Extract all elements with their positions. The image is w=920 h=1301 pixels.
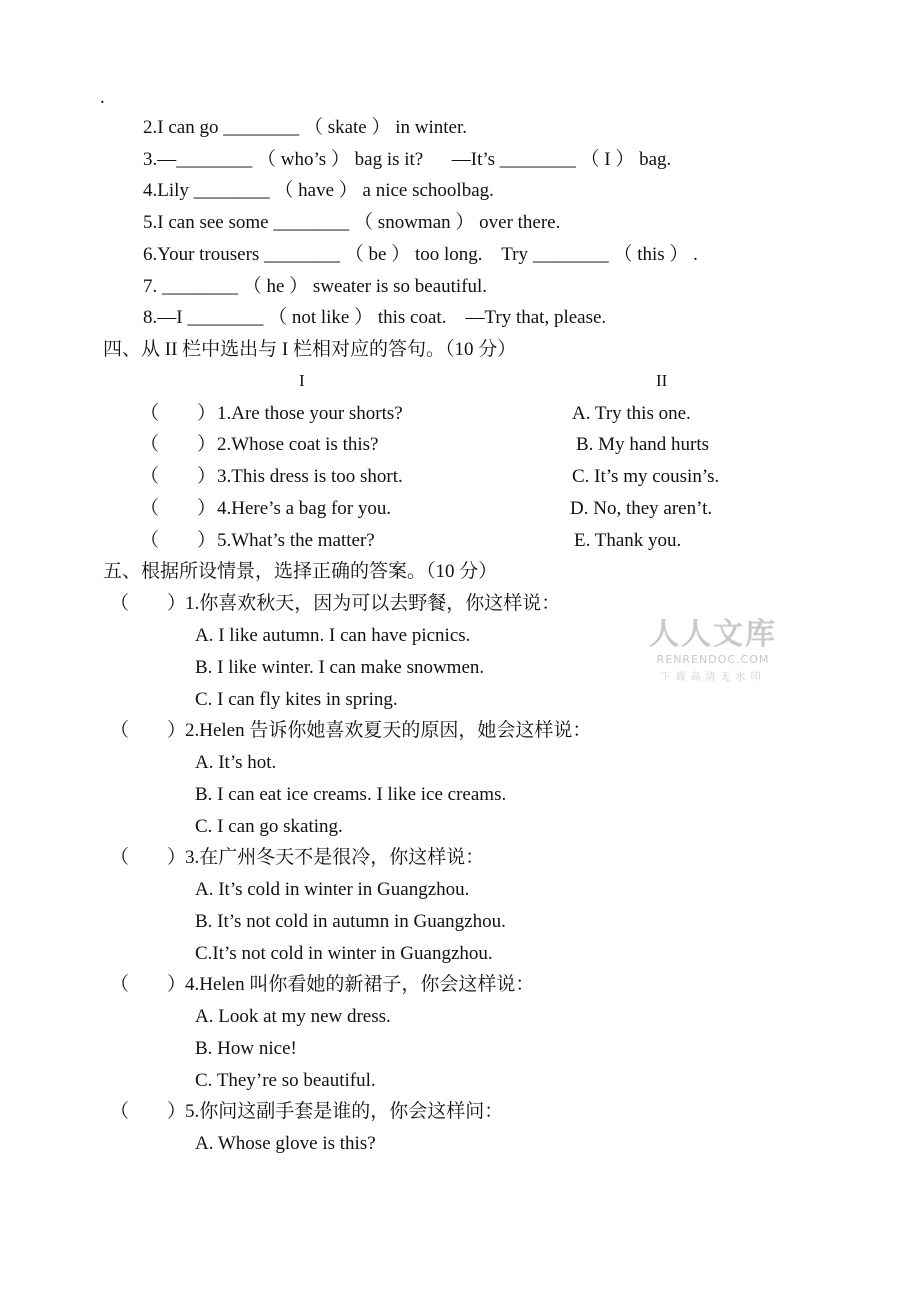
answer-bracket[interactable]: （ ） xyxy=(140,403,217,424)
match-question: 3.This dress is too short. xyxy=(217,466,403,487)
match-question: 5.What’s the matter? xyxy=(217,530,375,551)
match-question: 1.Are those your shorts? xyxy=(217,403,403,424)
watermark-url: RENRENDOC.COM xyxy=(656,653,770,666)
choice-option: C. They’re so beautiful. xyxy=(195,1070,376,1091)
fill-in-item: 3.—________ （ who’s ） bag is it? —It’s ________ （ I ） bag. xyxy=(143,149,672,170)
answer-bracket[interactable]: （ ） xyxy=(140,466,217,487)
fill-in-item: 6.Your trousers ________ （ be ） too long. Try ________ （ this ） . xyxy=(143,244,698,265)
answer-bracket[interactable]: （ ） xyxy=(110,847,187,868)
column-i-header: I xyxy=(299,371,305,390)
answer-bracket[interactable]: （ ） xyxy=(110,593,187,614)
watermark xyxy=(648,617,778,683)
choice-option: A. It’s cold in winter in Guangzhou. xyxy=(195,879,470,900)
choice-option: A. Whose glove is this? xyxy=(195,1133,376,1154)
choice-option: A. Look at my new dress. xyxy=(195,1006,391,1027)
fill-in-item: 4.Lily ________ （ have ） a nice schoolbag. xyxy=(143,180,494,201)
match-answer: B. My hand hurts xyxy=(576,434,709,455)
section4-title: 四、从 II 栏中选出与 I 栏相对应的答句。（10 分） xyxy=(103,339,517,360)
choice-option: C. I can go skating. xyxy=(195,816,343,837)
choice-option: B. It’s not cold in autumn in Guangzhou. xyxy=(195,911,506,932)
situation-question: 4.Helen 叫你看她的新裙子，你会这样说： xyxy=(185,974,535,995)
choice-option: B. I can eat ice creams. I like ice creams. xyxy=(195,784,507,805)
column-ii-header: II xyxy=(656,371,668,390)
match-answer: E. Thank you. xyxy=(574,530,682,551)
choice-option: A. It’s hot. xyxy=(195,752,277,773)
choice-option: A. I like autumn. I can have picnics. xyxy=(195,625,471,646)
watermark-title: 人人文库 xyxy=(649,617,777,652)
choice-option: C. I can fly kites in spring. xyxy=(195,689,398,710)
fill-in-item: 8.—I ________ （ not like ） this coat. —Try that, please. xyxy=(143,307,607,328)
situation-question: 3.在广州冬天不是很冷，你这样说： xyxy=(185,847,485,868)
fill-in-item: 7. ________ （ he ） sweater is so beautiful. xyxy=(143,276,488,297)
choice-option: B. How nice! xyxy=(195,1038,297,1059)
match-question: 2.Whose coat is this? xyxy=(217,434,379,455)
situation-question: 2.Helen 告诉你她喜欢夏天的原因，她会这样说： xyxy=(185,720,592,741)
fill-in-item: 5.I can see some ________ （ snowman ） over there. xyxy=(143,212,561,233)
answer-bracket[interactable]: （ ） xyxy=(140,498,217,519)
fill-in-item: 2.I can go ________ （ skate ） in winter. xyxy=(143,117,468,138)
page-mark: . xyxy=(100,87,105,108)
answer-bracket[interactable]: （ ） xyxy=(110,1101,187,1122)
match-answer: D. No, they aren’t. xyxy=(570,498,713,519)
section5-title: 五、根据所设情景，选择正确的答案。（10 分） xyxy=(103,561,498,582)
answer-bracket[interactable]: （ ） xyxy=(110,720,187,741)
answer-bracket[interactable]: （ ） xyxy=(110,974,187,995)
match-answer: C. It’s my cousin’s. xyxy=(572,466,720,487)
answer-bracket[interactable]: （ ） xyxy=(140,530,217,551)
choice-option: C.It’s not cold in winter in Guangzhou. xyxy=(195,943,493,964)
answer-bracket[interactable]: （ ） xyxy=(140,434,217,455)
match-question: 4.Here’s a bag for you. xyxy=(217,498,392,519)
situation-question: 1.你喜欢秋天，因为可以去野餐，你这样说： xyxy=(185,593,561,614)
choice-option: B. I like winter. I can make snowmen. xyxy=(195,657,485,678)
match-answer: A. Try this one. xyxy=(572,403,691,424)
watermark-subtitle: 下载高清无水印 xyxy=(660,672,766,683)
situation-question: 5.你问这副手套是谁的，你会这样问： xyxy=(185,1101,504,1122)
